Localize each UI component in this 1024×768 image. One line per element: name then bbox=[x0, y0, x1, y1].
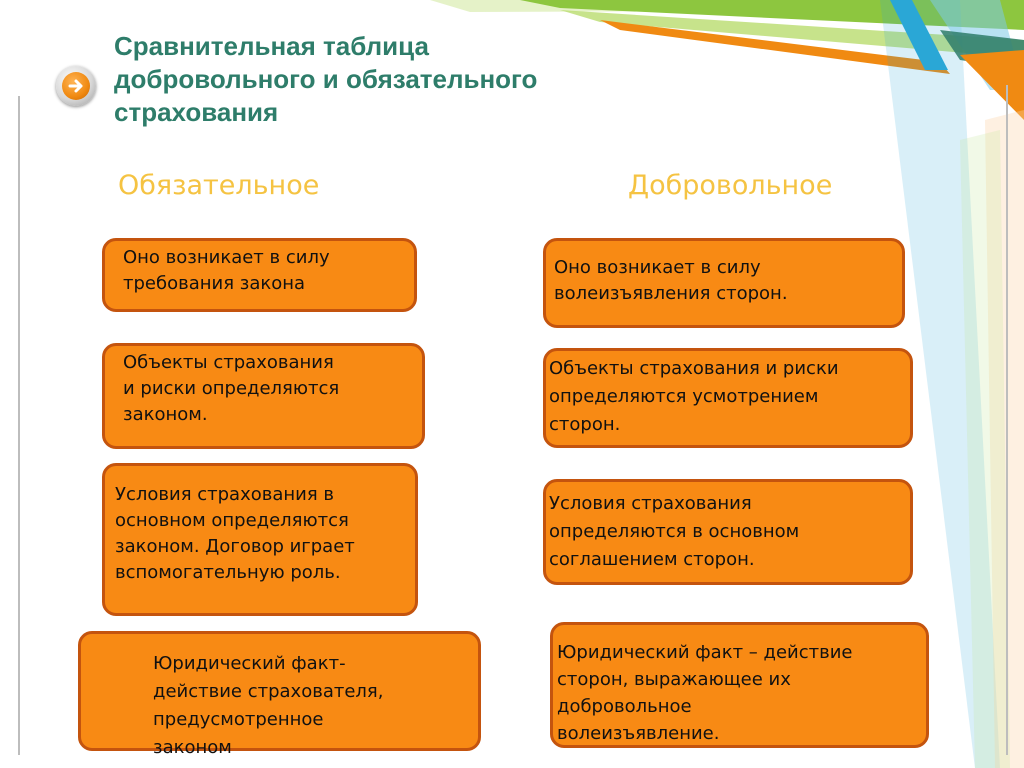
left-item-box bbox=[102, 238, 417, 312]
title-line: страхования bbox=[114, 97, 279, 127]
left-item-box bbox=[78, 631, 481, 758]
left-item-text: Оно возникает в силу требования закона bbox=[123, 247, 330, 294]
right-item-text: Юридический факт – действие сторон, выражающее их добровольное волеизъявление. bbox=[557, 642, 853, 744]
arrow-right-icon bbox=[62, 72, 90, 100]
page-title bbox=[114, 30, 714, 129]
right-item-text: Объекты страхования и риски определяются усмотрением сторон. bbox=[549, 358, 839, 435]
left-item-box bbox=[102, 463, 418, 616]
right-item-box bbox=[550, 622, 929, 748]
right-column-heading: Добровольное bbox=[628, 170, 833, 201]
right-item-text: Условия страхования определяются в основном соглашением сторон. bbox=[549, 493, 800, 570]
left-column-heading: Обязательное bbox=[118, 170, 320, 201]
left-item-box bbox=[102, 343, 425, 449]
next-slide-button[interactable] bbox=[56, 66, 96, 106]
right-item-box bbox=[543, 348, 913, 448]
left-item-text: Юридический факт- действие страхователя, предусмотренное законом bbox=[153, 653, 384, 758]
right-item-box bbox=[543, 479, 913, 585]
title-line: Сравнительная таблица bbox=[114, 31, 429, 61]
left-item-text: Условия страхования в основном определяются законом. Договор играет вспомогательную роль. bbox=[115, 484, 355, 583]
right-item-text: Оно возникает в силу волеизъявления сторон. bbox=[554, 257, 788, 304]
left-item-text: Объекты страхования и риски определяются законом. bbox=[123, 352, 340, 425]
right-item-box bbox=[543, 238, 905, 328]
title-line: добровольного и обязательного bbox=[114, 64, 538, 94]
